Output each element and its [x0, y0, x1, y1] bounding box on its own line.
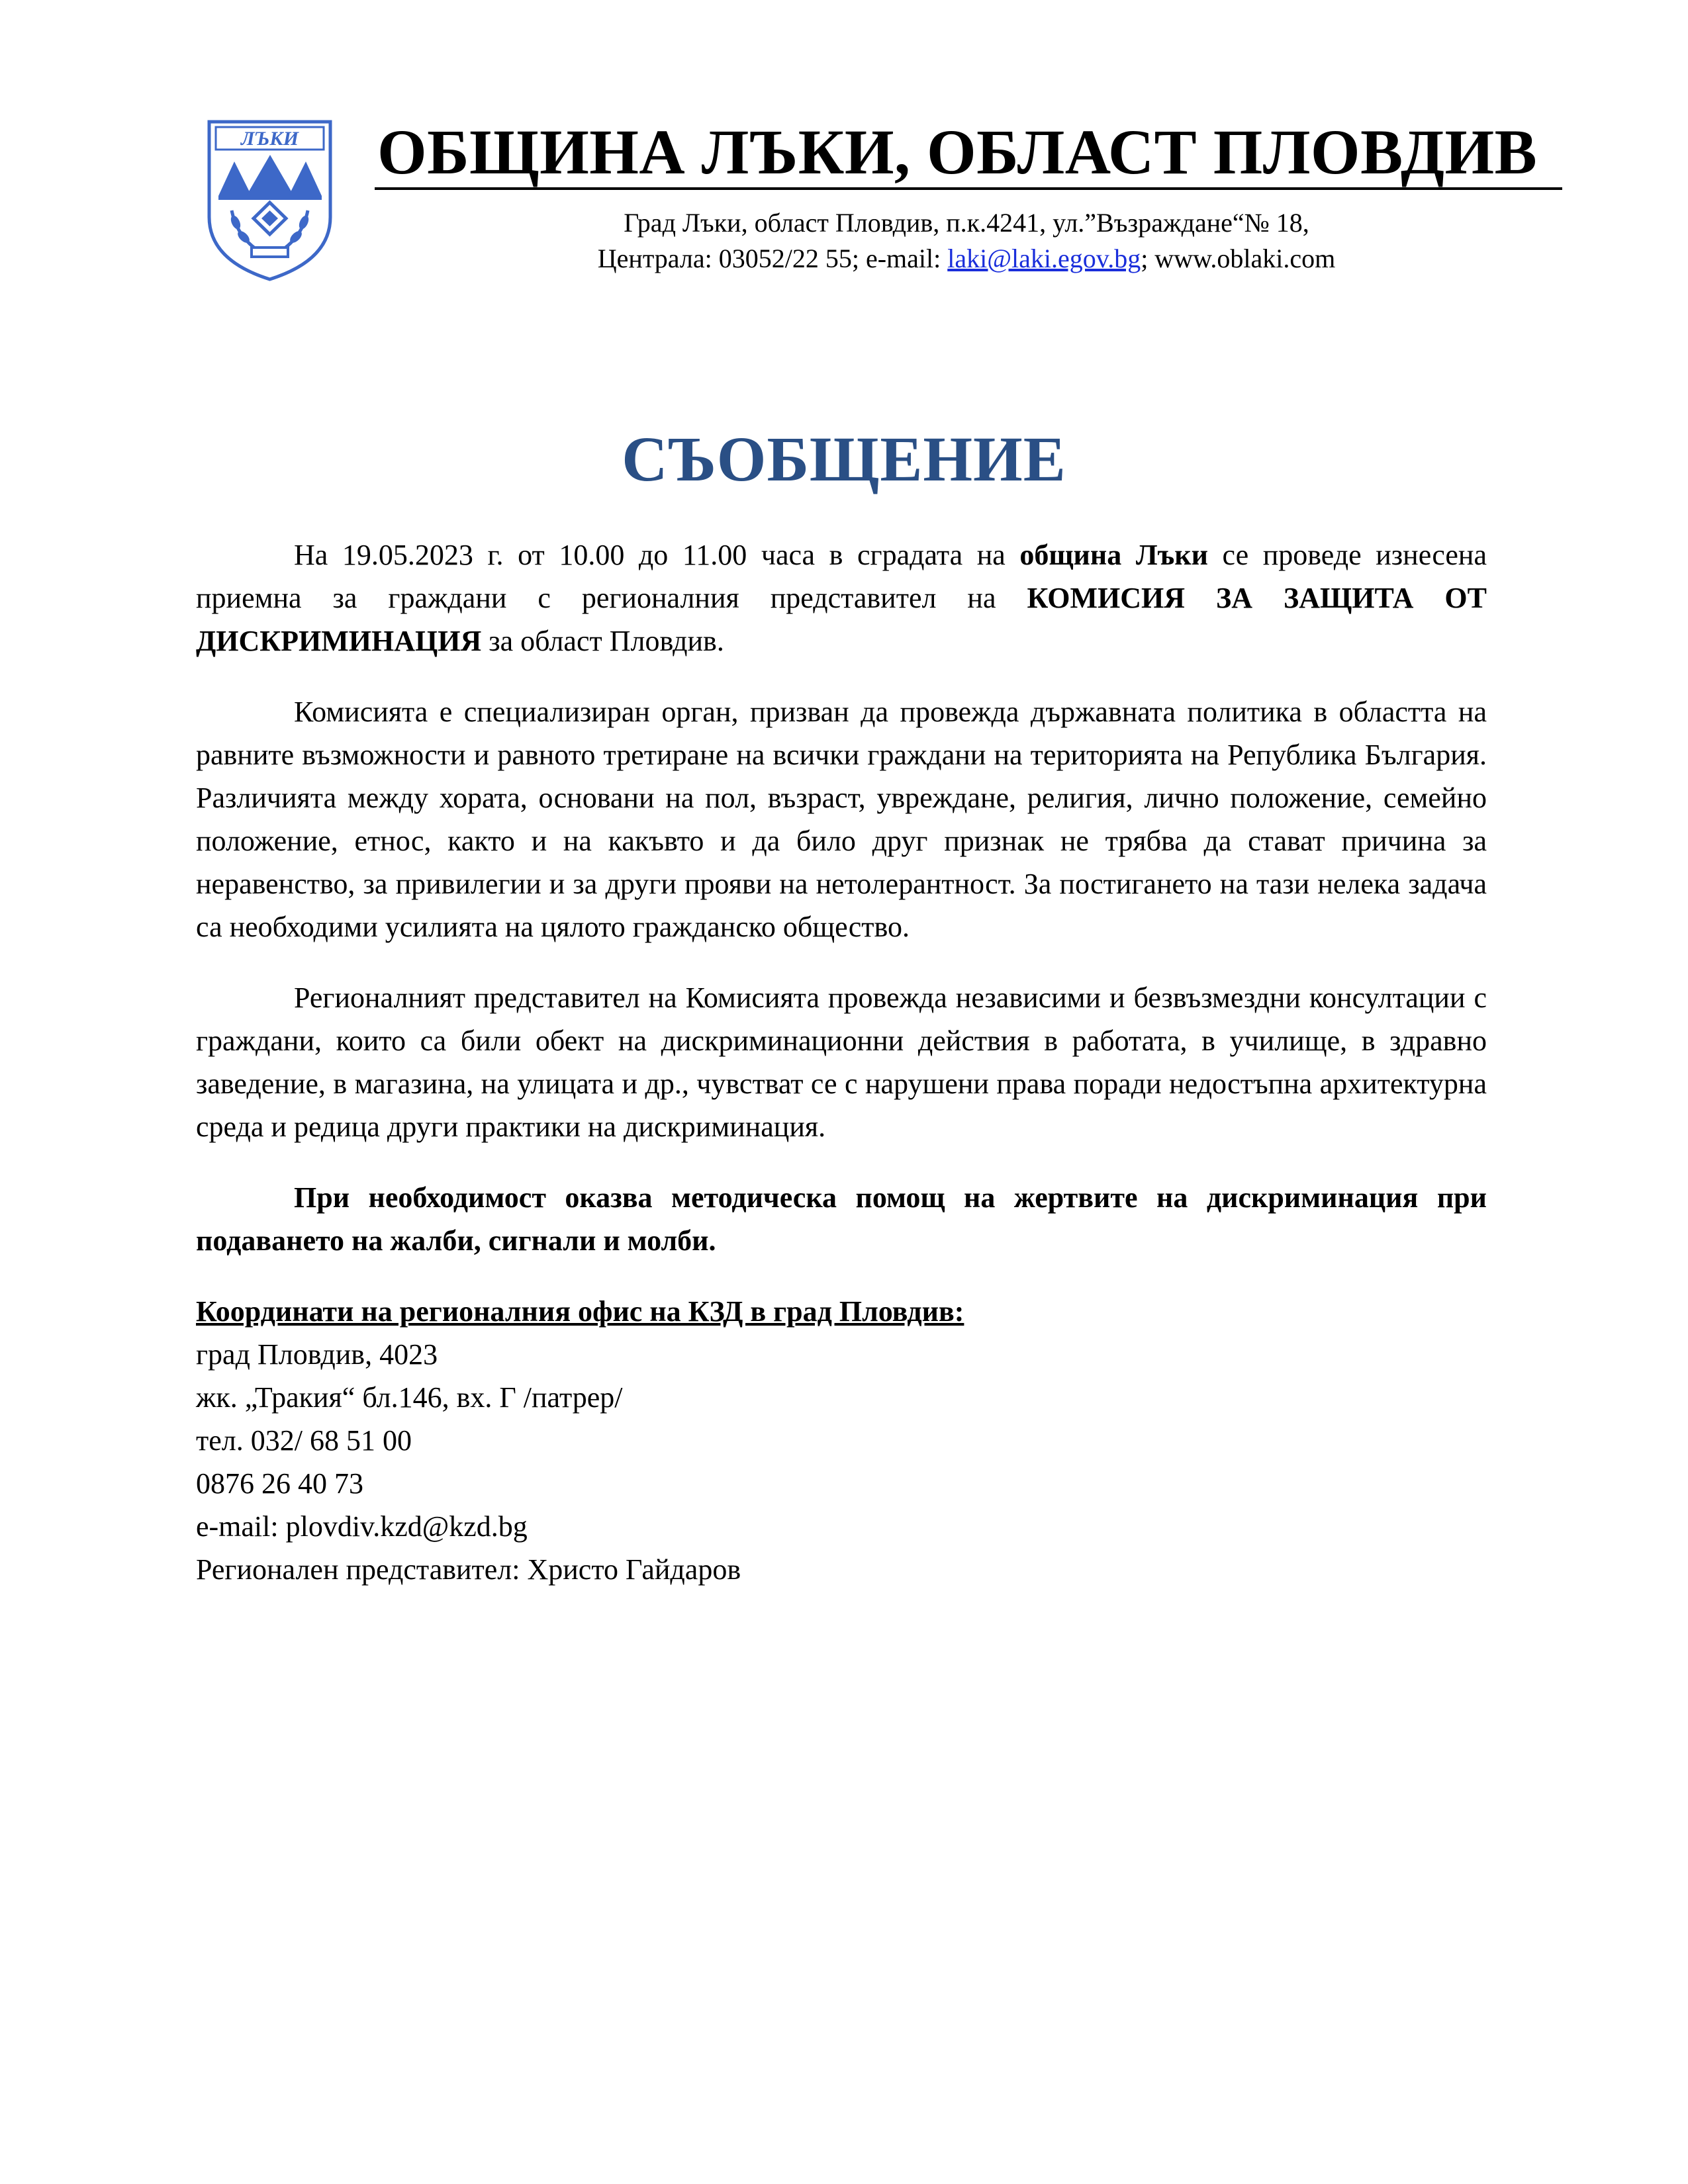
paragraph-event: [196, 533, 1487, 662]
paragraph-commission: Комисията е специализиран орган, призван да провежда държавната политика в областта на равните възможности и равното третиране на всички граждани на територията на Република България. Различията между хората, основани на пол, възраст, увреждане, религия, лично положение, семейно положение, етнос, както и на какъвто и да било друг признак не трябва да стават причина за неравенство, за привилегии и за други прояви на нетолерантност. За постигането на тази нелека задача са необходими усилията на цялото гражданско общество.: [196, 696, 1487, 943]
municipality-address: [371, 205, 1562, 277]
logo-text: ЛЪКИ: [240, 128, 299, 150]
notice-title: СЪОБЩЕНИЕ: [622, 424, 1066, 494]
address-line: Град Лъки, област Пловдив, п.к.4241, ул.”Възраждане“№ 18,: [624, 208, 1309, 238]
paragraph-event-bold-commission: КОМИСИЯ ЗА ЗАЩИТА ОТ ДИСКРИМИНАЦИЯ: [196, 582, 1487, 657]
contact-city: град Пловдив, 4023: [196, 1338, 438, 1371]
paragraph-consultations: Регионалният представител на Комисията провежда независими и безвъзмездни консултации с граждани, които са били обект на дискриминационни действия в работата, в училище, в здравно заведение, в магазина, на улицата и др., чувстват се с нарушени права поради недостъпна архитектурна среда и редица други практики на дискриминация.: [196, 981, 1487, 1143]
municipality-coat-of-arms-logo: [205, 118, 334, 283]
paragraph-assistance-bold: При необходимост оказва методическа помощ на жертвите на дискриминация при подаването на жалби, сигнали и молби.: [196, 1181, 1487, 1257]
header-divider: [375, 187, 1562, 190]
contact-address: жк. „Тракия“ бл.146, вх. Г /патрер/: [196, 1381, 623, 1414]
notice-body: [196, 533, 1487, 1591]
contact-prefix: Централа: 03052/22 55; e-mail:: [597, 244, 948, 273]
paragraph-assistance: [196, 1176, 1487, 1262]
contact-phone: тел. 032/ 68 51 00: [196, 1424, 412, 1457]
contact-line: [371, 241, 1562, 277]
contact-representative: Регионален представител: Христо Гайдаров: [196, 1553, 741, 1586]
municipality-title: ОБЩИНА ЛЪКИ, ОБЛАСТ ПЛОВДИВ: [377, 116, 1538, 187]
contact-suffix: ; www.oblaki.com: [1141, 244, 1336, 273]
paragraph-event-text-1: На 19.05.2023 г. от 10.00 до 11.00 часа в сградата на: [294, 539, 1020, 571]
contact-email: e-mail: plovdiv.kzd@kzd.bg: [196, 1510, 528, 1543]
paragraph-event-text-2: се проведе изнесена приемна за граждани с регионалния представител на: [196, 539, 1487, 614]
contact-mobile: 0876 26 40 73: [196, 1467, 363, 1500]
paragraph-event-text-3: за област Пловдив.: [481, 625, 724, 657]
contacts-heading: Координати на регионалния офис на КЗД в град Пловдив:: [196, 1295, 964, 1328]
paragraph-event-bold-municipality: община Лъки: [1019, 539, 1208, 571]
email-link[interactable]: laki@laki.egov.bg: [947, 244, 1141, 273]
